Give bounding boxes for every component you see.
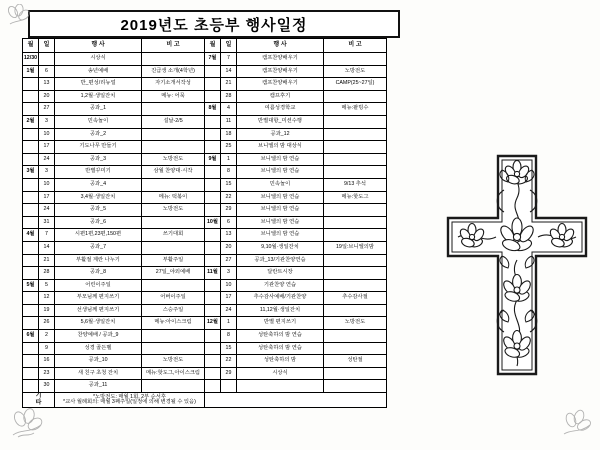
cell-day: 13 xyxy=(39,78,55,91)
cell-day: 24 xyxy=(221,304,237,317)
cell-remark xyxy=(324,53,387,66)
cell-remark xyxy=(324,153,387,166)
table-row xyxy=(23,304,387,317)
cell-day: 8 xyxy=(221,166,237,179)
cell-day: 22 xyxy=(221,191,237,204)
cell-month xyxy=(23,153,39,166)
table-row xyxy=(23,178,387,191)
cell-month xyxy=(205,254,221,267)
cell-remark: 자기소개서작성 xyxy=(142,78,205,91)
table-header-row xyxy=(23,39,387,53)
cell-day: 31 xyxy=(39,216,55,229)
cell-event: 반_편성/리뉴얼 xyxy=(55,78,142,91)
cell-day: 23 xyxy=(39,367,55,380)
cell-month: 12/30 xyxy=(23,53,39,66)
header-day-left: 일 xyxy=(39,39,55,53)
cell-event: 여름성경학교 xyxy=(237,103,324,116)
cell-month xyxy=(23,367,39,380)
footer-note-2: *교사 월례회의: 매월 3째주일(일정에 의해 변경될 수 있음) xyxy=(63,399,196,406)
flower-corner-icon xyxy=(8,407,48,446)
cell-month: 3월 xyxy=(23,166,39,179)
cell-remark xyxy=(324,90,387,103)
cell-remark xyxy=(324,380,387,393)
cell-remark xyxy=(324,279,387,292)
cell-remark xyxy=(324,115,387,128)
cell-event: 브니엘의 밤 연습 xyxy=(237,229,324,242)
cell-event: 기관찬양 연습 xyxy=(237,279,324,292)
cell-remark: 추수감사절 xyxy=(324,292,387,305)
cell-month xyxy=(23,103,39,116)
table-row xyxy=(23,342,387,355)
cell-remark xyxy=(324,304,387,317)
table-row xyxy=(23,90,387,103)
table-row xyxy=(23,380,387,393)
cell-day: 24 xyxy=(39,153,55,166)
cell-day: 10 xyxy=(221,279,237,292)
cell-event: 캠프후기 xyxy=(237,90,324,103)
cell-event: 11,12월·생일잔치 xyxy=(237,304,324,317)
cell-day: 21 xyxy=(39,254,55,267)
cell-month: 1월 xyxy=(23,65,39,78)
cell-remark xyxy=(142,103,205,116)
cell-month: 10월 xyxy=(205,216,221,229)
table-row xyxy=(23,254,387,267)
cell-event: 브니엘의 밤 연습 xyxy=(237,166,324,179)
cell-remark xyxy=(324,229,387,242)
cell-month xyxy=(23,241,39,254)
cell-remark: 메뉴: 떡볶이 xyxy=(142,191,205,204)
cell-month xyxy=(205,380,221,393)
cell-event: 반별 편지쓰기 xyxy=(237,317,324,330)
cell-remark: CAMP(25~27일) xyxy=(324,78,387,91)
table-row xyxy=(23,229,387,242)
cell-month xyxy=(205,355,221,368)
cell-month: 8월 xyxy=(205,103,221,116)
cell-remark: 노방전도 xyxy=(324,317,387,330)
cell-month xyxy=(205,229,221,242)
cell-day xyxy=(39,53,55,66)
cell-day: 14 xyxy=(39,241,55,254)
cell-event: 성경 골든벨 xyxy=(55,342,142,355)
cell-event xyxy=(237,380,324,393)
cell-event: 추수감사예배/기관찬양 xyxy=(237,292,324,305)
flower-corner-icon xyxy=(4,4,34,35)
flower-corner-icon xyxy=(560,409,594,444)
cell-remark: 메뉴:팥빙수 xyxy=(324,103,387,116)
cell-remark xyxy=(324,267,387,280)
cell-remark: 삼월 찬양대·시작 xyxy=(142,166,205,179)
table-row xyxy=(23,141,387,154)
cell-remark: 노방전도 xyxy=(142,355,205,368)
cell-event: 캠프찬양배우기 xyxy=(237,53,324,66)
cell-month xyxy=(23,317,39,330)
cell-month xyxy=(205,78,221,91)
cell-month xyxy=(23,304,39,317)
footer-blank xyxy=(205,393,387,408)
header-month-left: 월 xyxy=(23,39,39,53)
cell-event: 공과_5 xyxy=(55,204,142,217)
cell-remark: 9/13 추석 xyxy=(324,178,387,191)
table-row xyxy=(23,65,387,78)
cell-remark xyxy=(324,254,387,267)
cell-month xyxy=(205,330,221,343)
header-event-right: 행 사 xyxy=(237,39,324,53)
schedule-table xyxy=(22,38,387,408)
cell-remark: 메뉴: 어묵 xyxy=(142,90,205,103)
cell-day: 8 xyxy=(221,330,237,343)
cell-remark xyxy=(142,279,205,292)
cell-event: 시상식 xyxy=(237,367,324,380)
cell-day: 28 xyxy=(221,90,237,103)
cell-month: 4월 xyxy=(23,229,39,242)
table-row xyxy=(23,367,387,380)
table-row xyxy=(23,153,387,166)
table-row xyxy=(23,279,387,292)
cell-day: 17 xyxy=(221,292,237,305)
cell-event: 성탄축하의 밤 연습 xyxy=(237,330,324,343)
cell-event: 1,2월·생일잔치 xyxy=(55,90,142,103)
cell-remark xyxy=(324,342,387,355)
cell-remark: 19일:브니엘의밤 xyxy=(324,241,387,254)
cell-event: 공과_3 xyxy=(55,153,142,166)
cell-day: 30 xyxy=(39,380,55,393)
cell-event: 공과_11 xyxy=(55,380,142,393)
table-row xyxy=(23,216,387,229)
cell-day: 6 xyxy=(221,216,237,229)
cell-day: 27 xyxy=(39,103,55,116)
cell-day: 3 xyxy=(221,267,237,280)
cell-remark xyxy=(324,330,387,343)
cell-event: 공과_12 xyxy=(237,128,324,141)
footer-label: 기 타 xyxy=(23,393,55,408)
cell-day: 21 xyxy=(221,78,237,91)
cell-month: 7월 xyxy=(205,53,221,66)
cell-day: 11 xyxy=(221,115,237,128)
cell-event: 브니엘의 밤 연습 xyxy=(237,153,324,166)
cell-month xyxy=(23,78,39,91)
cell-month xyxy=(205,191,221,204)
cell-month xyxy=(205,90,221,103)
cell-month xyxy=(205,292,221,305)
cell-event: 3,4월·생일잔치 xyxy=(55,191,142,204)
table-row xyxy=(23,166,387,179)
cell-month xyxy=(23,141,39,154)
cell-remark: 진급생 소개(4학년) xyxy=(142,65,205,78)
footer-notes xyxy=(55,393,205,408)
cell-event: 9,10월·생일잔치 xyxy=(237,241,324,254)
cell-day: 16 xyxy=(39,355,55,368)
cell-event: 송년예배 xyxy=(55,65,142,78)
cell-event: 민속놀이 xyxy=(55,115,142,128)
page-title-text: 2019년도 초등부 행사일정 xyxy=(120,16,308,34)
table-row xyxy=(23,330,387,343)
cell-day: 27 xyxy=(221,254,237,267)
cell-day: 28 xyxy=(39,267,55,280)
cell-month xyxy=(205,304,221,317)
table-row xyxy=(23,241,387,254)
cell-remark xyxy=(324,166,387,179)
cell-day: 7 xyxy=(221,53,237,66)
cell-month: 2월 xyxy=(23,115,39,128)
cell-day: 17 xyxy=(39,141,55,154)
cell-remark xyxy=(142,216,205,229)
table-row xyxy=(23,103,387,116)
cell-remark xyxy=(142,380,205,393)
cell-day: 6 xyxy=(39,65,55,78)
cell-day: 26 xyxy=(39,317,55,330)
table-row xyxy=(23,317,387,330)
cell-event: 공과_2 xyxy=(55,128,142,141)
cell-month xyxy=(23,267,39,280)
cell-month xyxy=(23,342,39,355)
cell-remark: 설날-2/5 xyxy=(142,115,205,128)
cell-remark: 27일_야외예배 xyxy=(142,267,205,280)
cell-remark: 부활주일 xyxy=(142,254,205,267)
cell-event: 공과_1 xyxy=(55,103,142,116)
cell-event: 어린이주일 xyxy=(55,279,142,292)
header-event-left: 행 사 xyxy=(55,39,142,53)
cell-event: 공과_7 xyxy=(55,241,142,254)
cell-remark xyxy=(142,342,205,355)
cell-event: 시상식 xyxy=(55,53,142,66)
cross-illustration xyxy=(442,150,592,380)
cell-day: 3 xyxy=(39,115,55,128)
cell-remark xyxy=(142,241,205,254)
header-day-right: 일 xyxy=(221,39,237,53)
cell-remark: 노방전도 xyxy=(142,204,205,217)
cell-remark xyxy=(142,53,205,66)
cell-day: 29 xyxy=(221,204,237,217)
cell-day: 3 xyxy=(39,166,55,179)
cell-remark: 노방전도 xyxy=(142,153,205,166)
cell-day: 4 xyxy=(221,103,237,116)
cell-event: 공과_8 xyxy=(55,267,142,280)
cell-month xyxy=(205,279,221,292)
header-month-right: 월 xyxy=(205,39,221,53)
cell-remark: 쓰기대회 xyxy=(142,229,205,242)
footer-note-1: *노방전도: 매월 1회, 2부 순서후 xyxy=(92,393,167,400)
cell-day: 1 xyxy=(221,153,237,166)
cell-remark: 메뉴:핫도그 xyxy=(324,191,387,204)
cell-day xyxy=(221,380,237,393)
cell-day: 5 xyxy=(39,279,55,292)
cell-day: 1 xyxy=(221,317,237,330)
cell-day: 7 xyxy=(39,229,55,242)
cell-day: 25 xyxy=(221,141,237,154)
header-remark-left: 비 고 xyxy=(142,39,205,53)
cell-event: 브니엘의 밤 연습 xyxy=(237,191,324,204)
cell-month xyxy=(205,204,221,217)
cell-day: 19 xyxy=(39,304,55,317)
cell-event: 브니엘의 밤 연습 xyxy=(237,204,324,217)
cell-remark: 메뉴:아이스크림 xyxy=(142,317,205,330)
cell-month: 5월 xyxy=(23,279,39,292)
cell-month xyxy=(23,254,39,267)
cell-month xyxy=(23,191,39,204)
table-row xyxy=(23,53,387,66)
cell-event: 공과_13/기관찬양연습 xyxy=(237,254,324,267)
table-row xyxy=(23,115,387,128)
cell-month xyxy=(23,128,39,141)
cell-remark xyxy=(142,141,205,154)
cell-month xyxy=(23,90,39,103)
cell-month xyxy=(205,65,221,78)
cell-event: 브니엘의 밤 대상식 xyxy=(237,141,324,154)
cell-remark xyxy=(142,178,205,191)
table-row xyxy=(23,355,387,368)
cell-day: 12 xyxy=(39,292,55,305)
cell-month xyxy=(205,241,221,254)
cell-event: 새 친구 초청 잔치 xyxy=(55,367,142,380)
cell-event: 시편1편,23편,150편 xyxy=(55,229,142,242)
cell-month xyxy=(205,128,221,141)
cell-month xyxy=(23,355,39,368)
table-row xyxy=(23,204,387,217)
cell-day: 10 xyxy=(39,128,55,141)
cell-month xyxy=(205,141,221,154)
cell-month: 9월 xyxy=(205,153,221,166)
cell-remark xyxy=(324,204,387,217)
cell-month xyxy=(205,115,221,128)
cell-event: 부모님께 편지쓰기 xyxy=(55,292,142,305)
cell-event: 반별꾸미기 xyxy=(55,166,142,179)
cell-day: 2 xyxy=(39,330,55,343)
cell-day: 17 xyxy=(39,191,55,204)
cell-event: 성탄축하의 밤 연습 xyxy=(237,342,324,355)
cell-month xyxy=(205,166,221,179)
cell-month: 6월 xyxy=(23,330,39,343)
cell-month xyxy=(205,342,221,355)
cell-remark: 메뉴:핫도그,아이스크림 xyxy=(142,367,205,380)
cell-day: 13 xyxy=(221,229,237,242)
cell-day: 20 xyxy=(39,90,55,103)
table-row xyxy=(23,292,387,305)
cell-remark xyxy=(324,141,387,154)
cell-event: 캠프찬양배우기 xyxy=(237,65,324,78)
cell-event: 공과_4 xyxy=(55,178,142,191)
cell-remark xyxy=(142,128,205,141)
cell-month xyxy=(23,204,39,217)
cell-day: 15 xyxy=(221,342,237,355)
cell-event: 캠프찬양배우기 xyxy=(237,78,324,91)
cell-event: 찬양예배 / 공과_9 xyxy=(55,330,142,343)
footer-row xyxy=(23,393,387,408)
cell-remark: 성탄절 xyxy=(324,355,387,368)
cell-month: 11월 xyxy=(205,267,221,280)
cell-event: 민속놀이 xyxy=(237,178,324,191)
cell-month xyxy=(23,178,39,191)
page-title xyxy=(28,10,400,38)
cell-event: 5,6월·생일잔치 xyxy=(55,317,142,330)
cell-remark: 어버이주일 xyxy=(142,292,205,305)
table-row xyxy=(23,78,387,91)
cell-day: 29 xyxy=(221,367,237,380)
table-row xyxy=(23,128,387,141)
cell-event: 부활절 계란 나누기 xyxy=(55,254,142,267)
cell-remark xyxy=(324,367,387,380)
cell-remark: 스승주일 xyxy=(142,304,205,317)
cell-day: 24 xyxy=(39,204,55,217)
cell-month xyxy=(23,216,39,229)
cell-month xyxy=(23,380,39,393)
table-row xyxy=(23,191,387,204)
cell-month: 12월 xyxy=(205,317,221,330)
cell-remark xyxy=(142,330,205,343)
cell-day: 18 xyxy=(221,128,237,141)
cell-day: 22 xyxy=(221,355,237,368)
cell-event: 반별대항_미션수행 xyxy=(237,115,324,128)
cell-month xyxy=(205,367,221,380)
cell-event: 선생님께 편지쓰기 xyxy=(55,304,142,317)
cell-remark xyxy=(324,216,387,229)
cell-month xyxy=(205,178,221,191)
header-remark-right: 비 고 xyxy=(324,39,387,53)
cell-remark: 노방전도 xyxy=(324,65,387,78)
cell-event: 달란트시장 xyxy=(237,267,324,280)
cell-event: 공과_6 xyxy=(55,216,142,229)
cell-event: 브니엘의 밤 연습 xyxy=(237,216,324,229)
cell-event: 성탄축하의 밤 xyxy=(237,355,324,368)
cell-day: 9 xyxy=(39,342,55,355)
table-row xyxy=(23,267,387,280)
cell-day: 14 xyxy=(221,65,237,78)
cell-event: 공과_10 xyxy=(55,355,142,368)
cell-remark xyxy=(324,128,387,141)
cell-day: 20 xyxy=(221,241,237,254)
cell-event: 기도나무 만들기 xyxy=(55,141,142,154)
cell-month xyxy=(23,292,39,305)
cell-day: 10 xyxy=(39,178,55,191)
cell-day: 15 xyxy=(221,178,237,191)
